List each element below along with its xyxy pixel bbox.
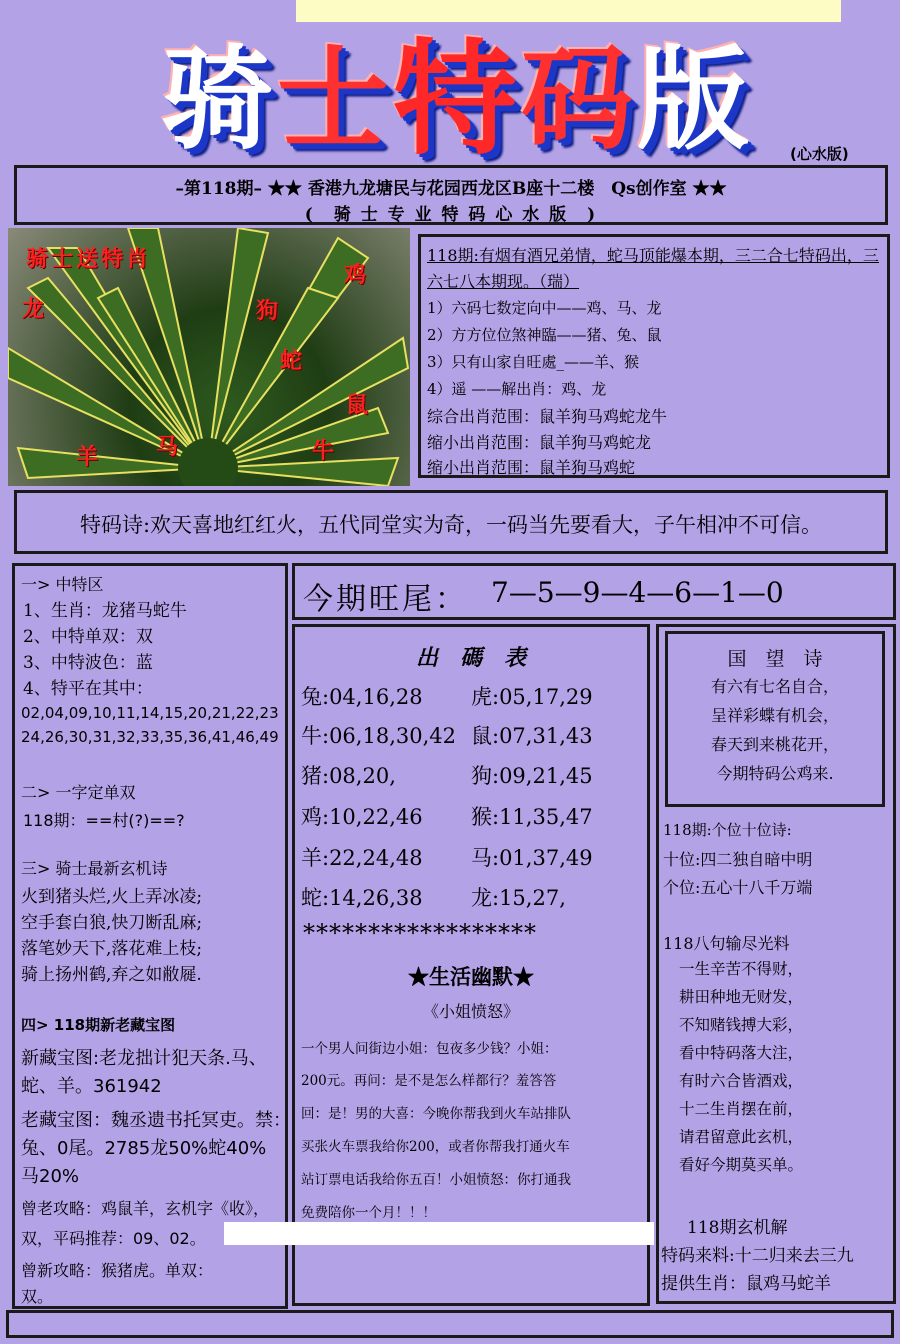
plant-label-top: 骑士送特肖 [26, 247, 152, 272]
title-char: 骑 [160, 35, 273, 165]
number-table [292, 624, 650, 1306]
prediction-line: 4）遥 ——解出肖：鸡、龙 [427, 380, 607, 398]
table-cell: 羊:22,24,48 [301, 846, 423, 870]
plant-image [8, 228, 410, 486]
digit-poem-title: 118期:个位十位诗: [663, 821, 792, 839]
right-column [656, 624, 896, 1304]
eight-line: 看中特码落大注， [679, 1044, 804, 1062]
table-cell: 猪:08,20, [301, 764, 396, 788]
table-cell: 龙:15,27, [471, 886, 566, 910]
table-cell: 鸡:10,22,46 [301, 805, 423, 829]
hope-poem-line: 有六有七名自合， [710, 677, 839, 696]
prediction-line: 缩小出肖范围：鼠羊狗马鸡蛇龙 [427, 433, 652, 452]
table-cell: 兔:04,16,28 [301, 685, 423, 709]
humor-title: ★生活幽默★ [408, 964, 534, 989]
left-line: 新藏宝图:老龙拙计犯天条.马、 [21, 1048, 267, 1069]
edition-label: (心水版) [790, 145, 849, 163]
eight-line: 请君留意此玄机， [679, 1128, 804, 1146]
left-line: 双。 [21, 1287, 54, 1306]
header-subtitle: –第118期– ★★ 香港九龙塘民与花园西龙区B座十二楼 Qs创作室 ★★ [175, 179, 727, 199]
hope-poem-line: 今期特码公鸡来. [716, 764, 834, 783]
left-line: 118期：==村(?)==? [23, 811, 185, 830]
left-line: 空手套白狼,快刀断乱麻; [21, 913, 203, 933]
mystery-line: 提供生肖：鼠鸡马蛇羊 [661, 1274, 831, 1294]
hope-poem-box [665, 631, 885, 807]
left-line: 3、中特波色：蓝 [23, 653, 153, 673]
number-list: 02,04,09,10,11,14,15,20,21,22,23 [21, 704, 279, 722]
title-char: 士 [276, 35, 389, 165]
left-line: 火到猪头烂,火上弄冰凌; [21, 887, 203, 907]
plant-label: 羊 [76, 445, 99, 470]
eight-line: 耕田种地无财发， [679, 988, 804, 1006]
tail-label: 今期旺尾： [303, 582, 468, 617]
left-line: 马20% [21, 1166, 80, 1187]
plant-label: 鸡 [344, 263, 367, 288]
left-line: 2、中特单双：双 [23, 627, 153, 647]
page-title [110, 30, 800, 170]
prediction-line: 2）方方位位煞神臨——猪、兔、鼠 [427, 326, 662, 344]
prediction-line: 综合出肖范围：鼠羊狗马鸡蛇龙牛 [427, 407, 668, 426]
poem-bar [14, 490, 888, 554]
top-banner-strip [296, 0, 841, 22]
hope-poem-title: 国 望 诗 [727, 648, 823, 670]
humor-line: 免费陪你一个月！！！ [301, 1205, 436, 1221]
eight-lines-title: 118八句输尽光料 [663, 934, 790, 953]
number-list: 24,26,30,31,32,33,35,36,41,46,49 [21, 728, 279, 746]
table-cell: 牛:06,18,30,42 [301, 724, 456, 748]
humor-line: 一个男人问街边小姐：包夜多少钱？小姐： [301, 1041, 558, 1057]
hope-poem-line: 呈祥彩蝶有机会， [710, 706, 839, 725]
title-char: 版 [637, 35, 749, 165]
prediction-line: 缩小出肖范围：鼠羊狗马鸡蛇 [427, 458, 636, 477]
plant-label: 蛇 [280, 349, 303, 374]
header-slogan: ( 骑 士 专 业 特 码 心 水 版 ) [304, 205, 598, 225]
header-box [14, 165, 888, 225]
humor-line: 回：是！男的大喜：今晚你帮我到火车站排队 [301, 1106, 571, 1122]
table-cell: 马:01,37,49 [471, 846, 593, 870]
plant-label: 龙 [22, 297, 45, 322]
eight-line: 不知赌钱搏大彩， [679, 1016, 804, 1034]
title-char: 码 [521, 35, 633, 165]
table-cell: 蛇:14,26,38 [301, 886, 423, 910]
hope-poem-line: 春天到来桃花开， [710, 735, 839, 754]
left-line: 兔、0尾。2785龙50%蛇40% [21, 1138, 267, 1159]
eight-line: 十二生肖摆在前， [679, 1100, 804, 1118]
left-line: 曾新攻略：猴猪虎。单双： [21, 1261, 214, 1280]
mystery-line: 特码来料:十二归来去三九 [661, 1246, 854, 1266]
digit-poem-line: 个位:五心十八千万端 [663, 878, 813, 897]
eight-line: 有时六合皆酒戏， [679, 1072, 804, 1090]
tail-box [292, 563, 896, 620]
humor-line: 200元。再问：是不是怎么样都行？羞答答 [301, 1073, 557, 1089]
humor-subtitle: 《小姐愤怒》 [422, 1002, 519, 1021]
left-line: 老藏宝图：魏丞遗书托冥吏。禁： [21, 1110, 291, 1131]
title-char: 特 [392, 28, 517, 172]
section-title: 四> 118期新老藏宝图 [21, 1016, 176, 1034]
table-cell: 狗:09,21,45 [471, 764, 593, 788]
mystery-title: 118期玄机解 [687, 1218, 788, 1238]
left-line: 1、生肖：龙猪马蛇牛 [23, 601, 187, 621]
humor-line: 买张火车票我给你200，或者你帮我打通火车 [301, 1139, 570, 1155]
plant-label: 狗 [256, 299, 279, 324]
tail-value: 7—5—9—4—6—1—0 [491, 576, 784, 609]
poem-text: 特码诗:欢天喜地红红火，五代同堂实为奇，一码当先要看大，子午相冲不可信。 [79, 513, 823, 537]
section-title: 一> 中特区 [21, 575, 104, 594]
white-strip [224, 1222, 654, 1245]
plant-label: 马 [156, 435, 179, 460]
digit-poem-line: 十位:四二独自暗中明 [663, 850, 813, 869]
prediction-line: 1）六码七数定向中——鸡、马、龙 [427, 299, 662, 317]
left-line: 4、特平在其中： [23, 679, 153, 699]
table-cell: 猴:11,35,47 [471, 805, 593, 829]
left-line: 双，平码推荐：09、02。 [21, 1229, 206, 1248]
left-line: 曾老攻略：鸡鼠羊，玄机字《收》， [21, 1199, 270, 1218]
section-title: 三> 骑士最新玄机诗 [21, 859, 168, 878]
table-cell: 虎:05,17,29 [471, 685, 593, 709]
left-line: 落笔妙天下,落花难上枝; [21, 939, 203, 959]
plant-label: 鼠 [346, 393, 369, 418]
star-divider: ****************** [303, 919, 537, 947]
table-cell: 鼠:07,31,43 [471, 724, 593, 748]
table-title: 出 碼 表 [415, 645, 526, 671]
prediction-line: 3）只有山家自旺處_——羊、猴 [427, 353, 640, 371]
left-line: 蛇、羊。361942 [21, 1076, 162, 1097]
prediction-headline: 118期:有烟有酒兄弟情，蛇马顶能爆本期，三二合七特码出，三六七八本期现。（瑞） [427, 246, 879, 291]
bottom-bar [6, 1310, 894, 1338]
humor-line: 站订票电话我给你五百！小姐愤怒：你打通我 [301, 1172, 571, 1188]
left-line: 骑上扬州鹤,弃之如敝屣. [21, 965, 202, 985]
plant-label: 牛 [312, 439, 335, 464]
left-column [12, 563, 291, 1309]
eight-line: 看好今期莫买单。 [679, 1156, 804, 1174]
section-title: 二> 一字定单双 [21, 783, 136, 802]
eight-line: 一生辛苦不得财， [679, 960, 804, 978]
prediction-box [418, 234, 890, 478]
